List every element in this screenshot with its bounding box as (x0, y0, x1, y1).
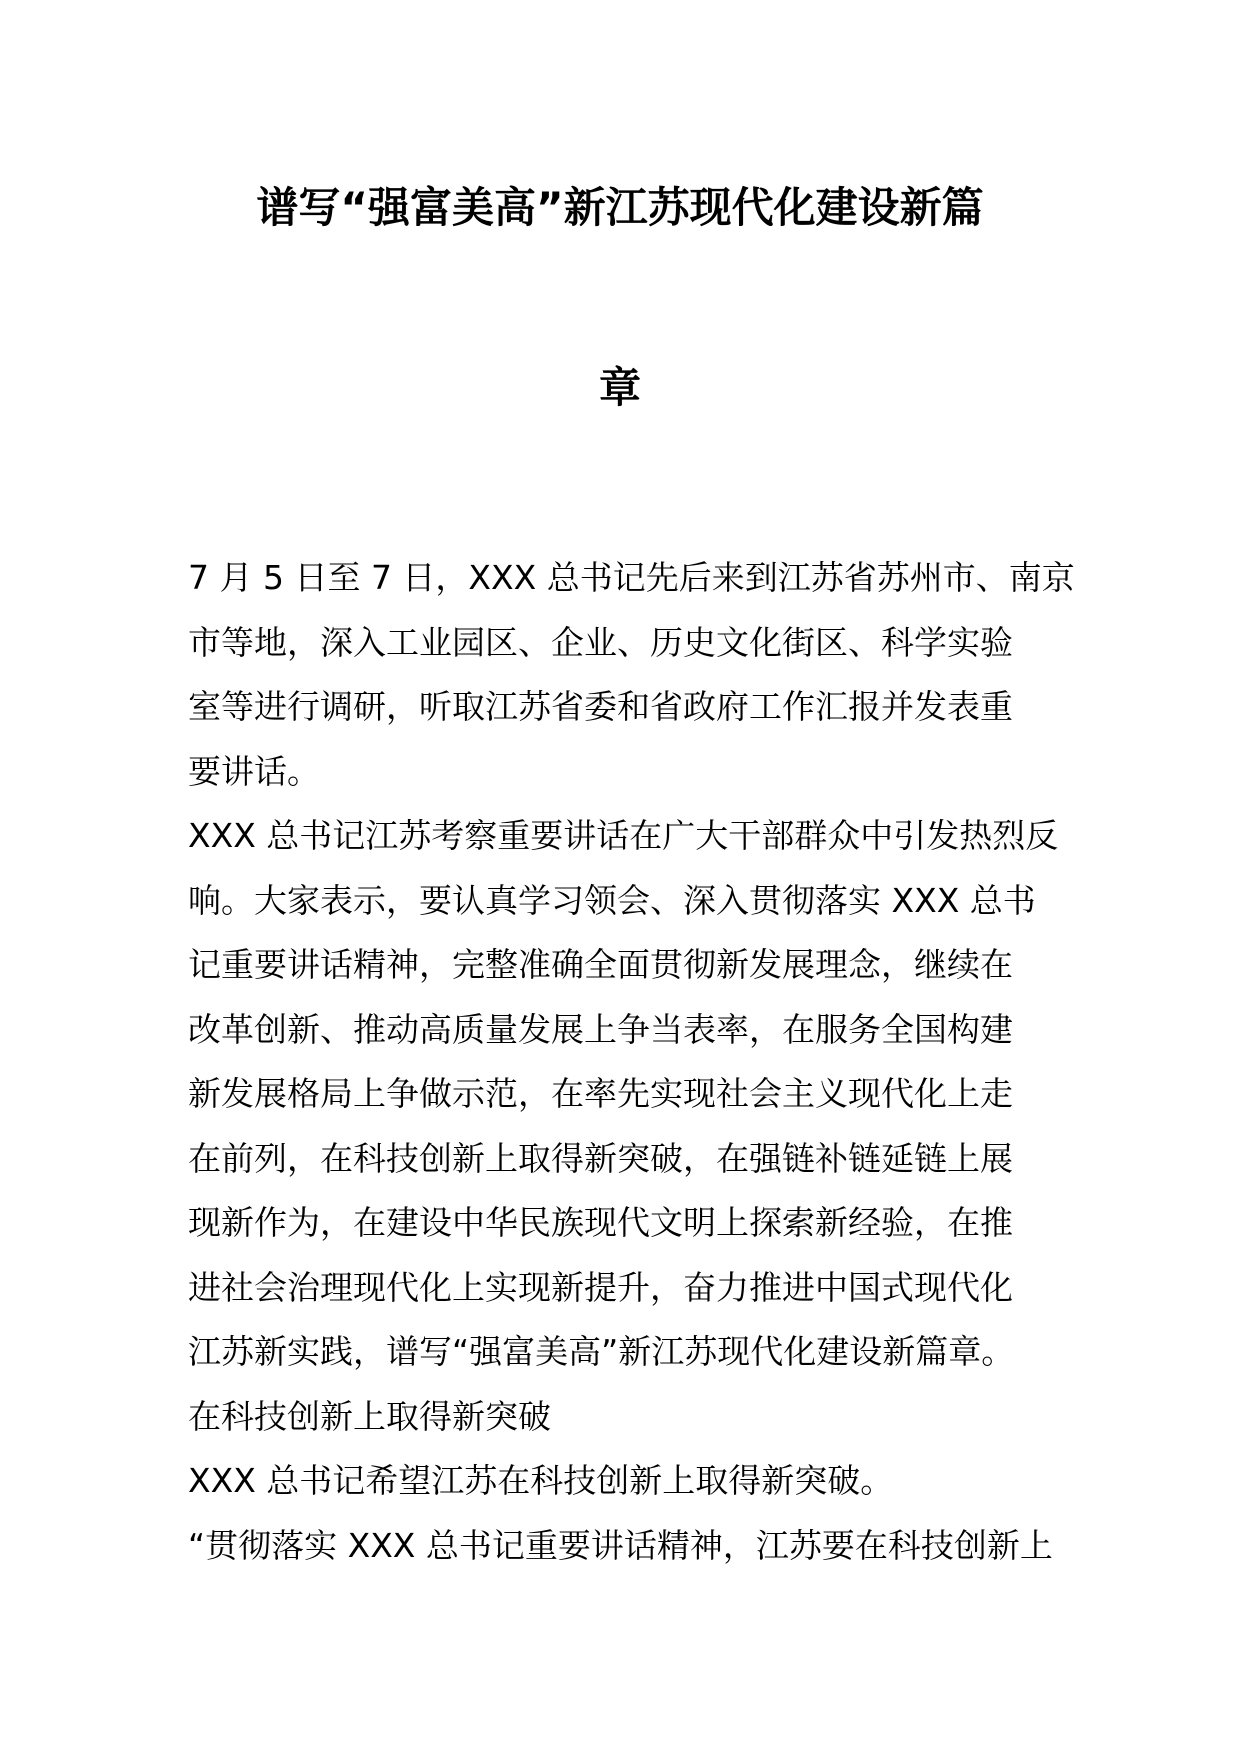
section-heading: 在科技创新上取得新突破 (188, 1396, 551, 1436)
body-line: 要讲话。 (188, 751, 320, 791)
body-line: 现新作为，在建设中华民族现代文明上探索新经验，在推 (188, 1203, 1013, 1242)
body-line: 室等进行调研，听取江苏省委和省政府工作汇报并发表重 (188, 687, 1013, 726)
body-line: XXX 总书记希望江苏在科技创新上取得新突破。 (188, 1461, 894, 1500)
body-line: “贯彻落实 XXX 总书记重要讲话精神，江苏要在科技创新上 (188, 1525, 1053, 1565)
body-line: 进社会治理现代化上实现新提升，奋力推进中国式现代化 (188, 1267, 1013, 1307)
body-line: 在前列，在科技创新上取得新突破，在强链补链延链上展 (188, 1138, 1013, 1178)
document-title-line-1: 谱写“强富美高”新江苏现代化建设新篇 (256, 183, 984, 232)
body-line: 响。大家表示，要认真学习领会、深入贯彻落实 XXX 总书 (188, 880, 1036, 920)
body-line: 新发展格局上争做示范，在率先实现社会主义现代化上走 (188, 1074, 1013, 1113)
document-body (188, 546, 1075, 1578)
body-line: 7 月 5 日至 7 日，XXX 总书记先后来到江苏省苏州市、南京 (188, 558, 1075, 597)
document-title-line-2: 章 (598, 363, 641, 412)
body-line: XXX 总书记江苏考察重要讲话在广大干部群众中引发热烈反 (188, 816, 1059, 855)
body-line: 改革创新、推动高质量发展上争当表率，在服务全国构建 (188, 1009, 1013, 1049)
body-line: 江苏新实践，谱写“强富美高”新江苏现代化建设新篇章。 (188, 1332, 1015, 1371)
body-line: 记重要讲话精神，完整准确全面贯彻新发展理念，继续在 (188, 945, 1013, 984)
body-line: 市等地，深入工业园区、企业、历史文化街区、科学实验 (188, 622, 1013, 662)
